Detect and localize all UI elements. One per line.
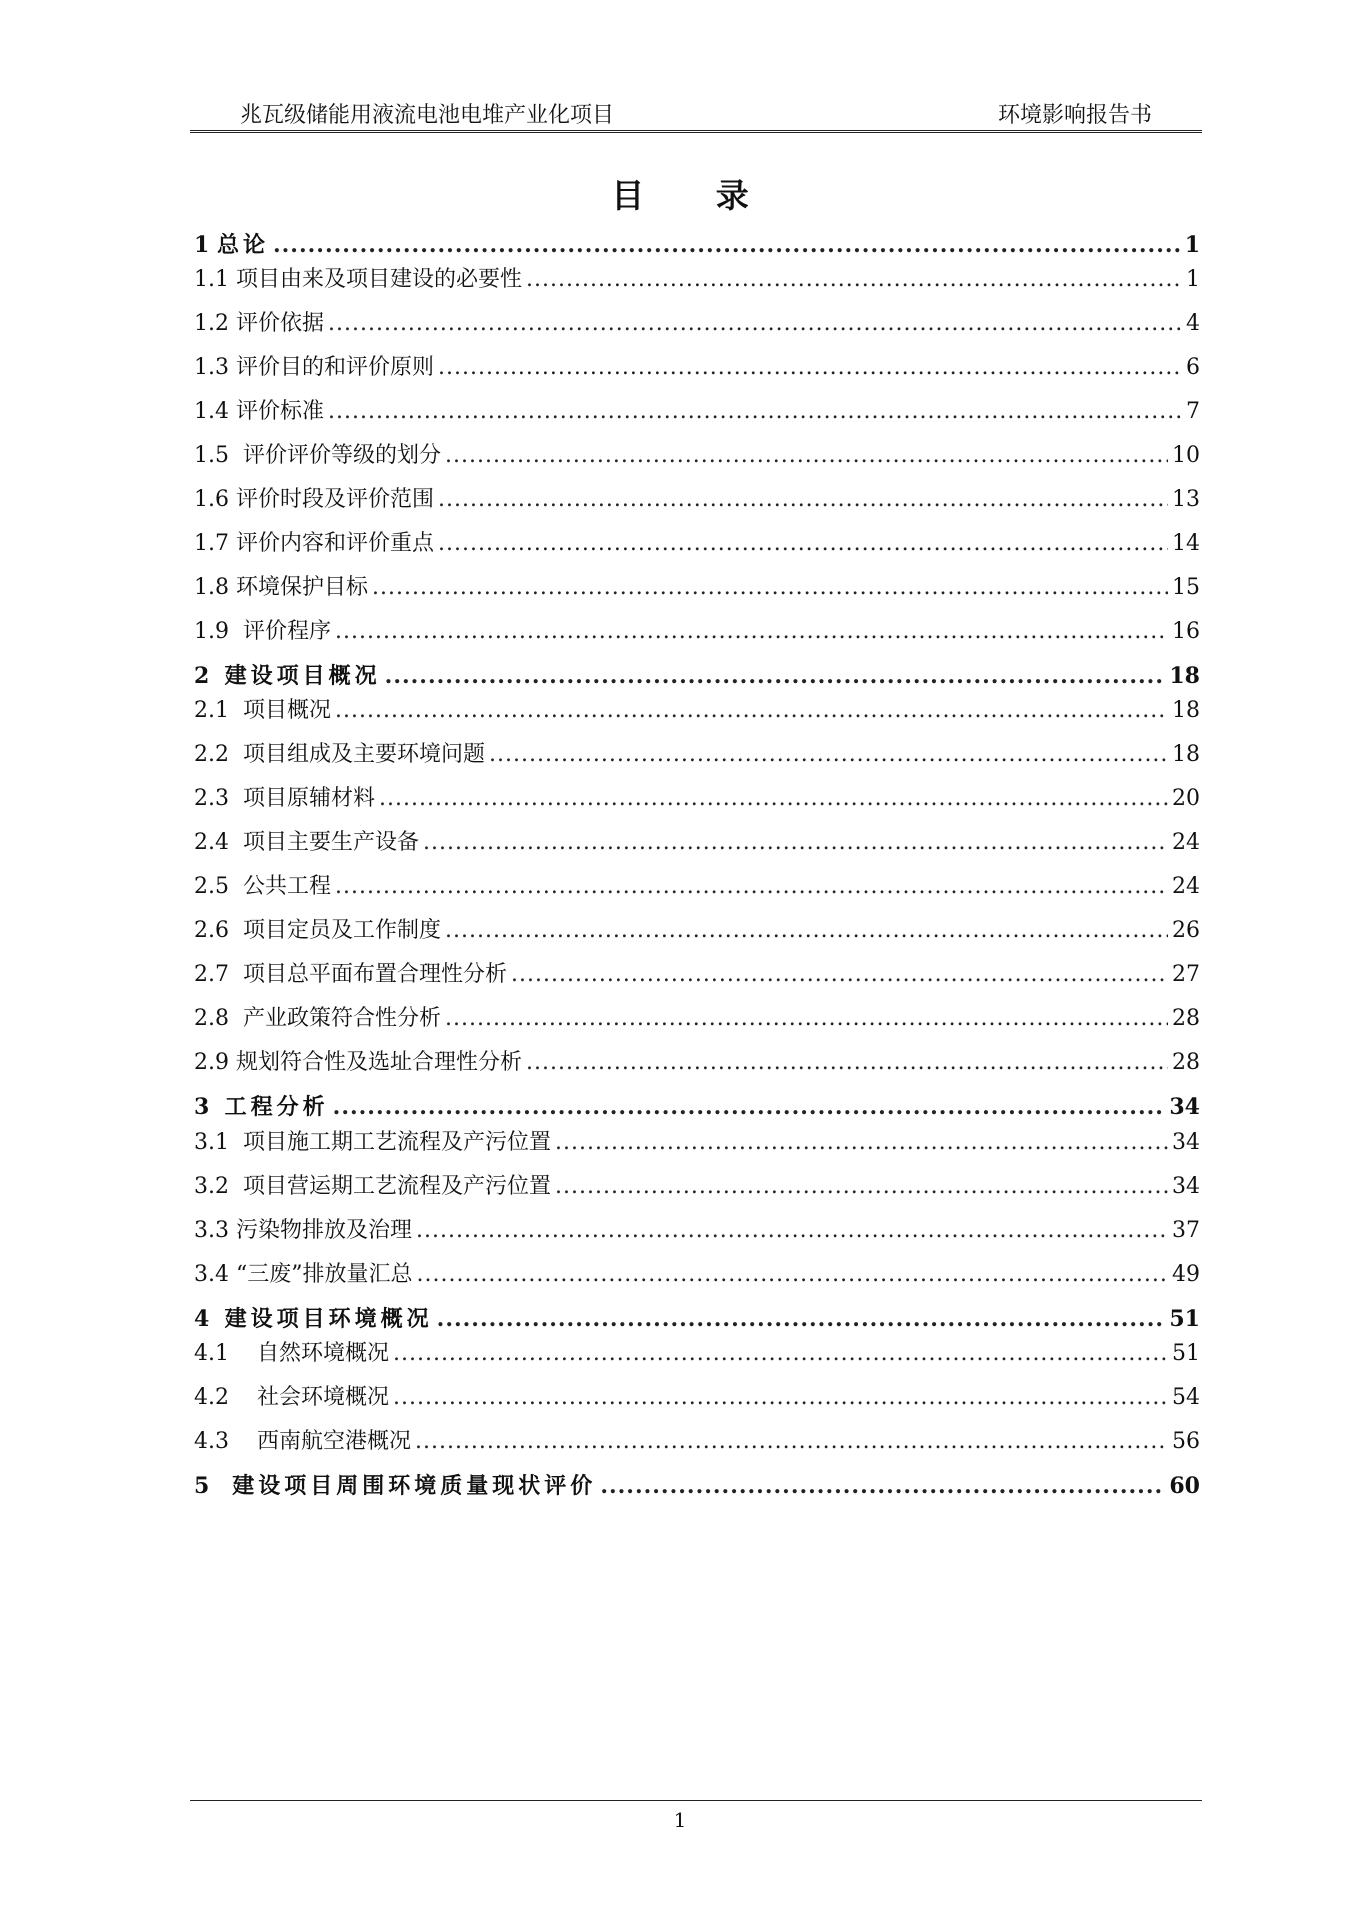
toc-entry-number: 2.9 — [194, 1050, 236, 1075]
toc-section-entry[interactable] — [194, 870, 1200, 904]
toc-entry-label: 公共工程 — [242, 874, 331, 899]
toc-entry-label: 项目组成及主要环境问题 — [242, 742, 485, 767]
toc-entry-label: 自然环境概况 — [256, 1341, 389, 1366]
toc-entry-number: 4.3 — [194, 1429, 257, 1454]
toc-section-entry[interactable] — [194, 527, 1200, 561]
toc-entry-page: 13 — [1172, 487, 1200, 512]
toc-entry-number: 1.1 — [194, 267, 236, 292]
toc-leader-dots — [415, 1425, 1168, 1459]
toc-chapter-entry[interactable] — [194, 228, 1200, 262]
toc-entry-number: 1.8 — [194, 575, 236, 600]
header-document-type: 环境影响报告书 — [997, 103, 1152, 128]
toc-section-entry[interactable] — [194, 483, 1200, 517]
toc-entry-page: 34 — [1172, 1130, 1200, 1155]
toc-entry-label: 产业政策符合性分析 — [242, 1006, 441, 1031]
toc-entry-label: 规划符合性及选址合理性分析 — [235, 1050, 522, 1075]
toc-entry-number: 2.5 — [194, 874, 243, 899]
toc-entry-label: 西南航空港概况 — [256, 1429, 411, 1454]
toc-entry-number: 1.4 — [194, 399, 236, 424]
page-header — [190, 90, 1202, 133]
toc-entry-label: 项目营运期工艺流程及产污位置 — [242, 1174, 551, 1199]
toc-leader-dots — [555, 1170, 1168, 1204]
toc-leader-dots — [555, 1126, 1168, 1160]
toc-entry-page: 26 — [1172, 918, 1200, 943]
toc-entry-page: 16 — [1172, 619, 1200, 644]
toc-section-entry[interactable] — [194, 263, 1200, 297]
toc-section-entry[interactable] — [194, 615, 1200, 649]
toc-entry-number: 4.2 — [194, 1385, 257, 1410]
toc-entry-page: 34 — [1169, 1094, 1200, 1120]
toc-entry-number: 4.1 — [194, 1341, 257, 1366]
toc-section-entry[interactable] — [194, 1214, 1200, 1248]
toc-chapter-entry[interactable] — [194, 1469, 1200, 1503]
toc-leader-dots — [372, 571, 1168, 605]
toc-section-entry[interactable] — [194, 307, 1200, 341]
toc-entry-page: 34 — [1172, 1174, 1200, 1199]
toc-leader-dots — [438, 483, 1168, 517]
toc-leader-dots — [437, 1302, 1166, 1336]
toc-section-entry[interactable] — [194, 826, 1200, 860]
toc-entry-label: 评价内容和评价重点 — [235, 531, 434, 556]
toc-leader-dots — [393, 1337, 1168, 1371]
toc-entry-number: 1.2 — [194, 311, 236, 336]
toc-entry-label: 污染物排放及治理 — [235, 1218, 412, 1243]
toc-entry-page: 4 — [1186, 311, 1200, 336]
toc-entry-number: 5 — [194, 1473, 233, 1499]
toc-entry-page: 51 — [1169, 1306, 1200, 1332]
toc-leader-dots — [526, 263, 1182, 297]
toc-title: 目 录 — [611, 176, 779, 215]
toc-chapter-entry[interactable] — [194, 659, 1200, 693]
toc-leader-dots — [445, 1002, 1168, 1036]
toc-section-entry[interactable] — [194, 1126, 1200, 1160]
toc-entry-number: 4 — [194, 1306, 225, 1332]
toc-chapter-entry[interactable] — [194, 1302, 1200, 1336]
toc-leader-dots — [423, 826, 1168, 860]
toc-entry-label: 项目定员及工作制度 — [242, 918, 441, 943]
toc-entry-label: 环境保护目标 — [235, 575, 368, 600]
toc-leader-dots — [273, 228, 1181, 262]
toc-leader-dots — [328, 307, 1182, 341]
toc-section-entry[interactable] — [194, 1046, 1200, 1080]
toc-entry-page: 24 — [1172, 830, 1200, 855]
toc-section-entry[interactable] — [194, 1381, 1200, 1415]
toc-section-entry[interactable] — [194, 958, 1200, 992]
toc-section-entry[interactable] — [194, 1002, 1200, 1036]
toc-entry-label: 评价标准 — [235, 399, 324, 424]
toc-entry-label: 项目原辅材料 — [242, 786, 375, 811]
toc-entry-number: 3.2 — [194, 1174, 243, 1199]
toc-leader-dots — [511, 958, 1168, 992]
toc-section-entry[interactable] — [194, 914, 1200, 948]
toc-entry-label: 建设项目概况 — [224, 663, 381, 689]
toc-entry-number: 1.6 — [194, 487, 236, 512]
toc-entry-page: 20 — [1172, 786, 1200, 811]
toc-section-entry[interactable] — [194, 571, 1200, 605]
toc-entry-page: 1 — [1186, 267, 1200, 292]
toc-section-entry[interactable] — [194, 1337, 1200, 1371]
toc-entry-number: 2.8 — [194, 1006, 243, 1031]
toc-leader-dots — [600, 1469, 1165, 1503]
toc-entry-label: 工程分析 — [224, 1094, 329, 1120]
toc-entry-label: 评价目的和评价原则 — [235, 355, 434, 380]
toc-leader-dots — [489, 738, 1168, 772]
toc-entry-page: 14 — [1172, 531, 1200, 556]
toc-entry-label: 总论 — [216, 232, 269, 258]
footer-page-number: 1 — [673, 1808, 687, 1832]
toc-entry-label: 项目概况 — [242, 698, 331, 723]
toc-leader-dots — [335, 615, 1168, 649]
toc-entry-number: 1.5 — [194, 443, 243, 468]
toc-leader-dots — [445, 914, 1168, 948]
toc-leader-dots — [328, 395, 1182, 429]
toc-entry-page: 15 — [1172, 575, 1200, 600]
toc-entry-label: 评价时段及评价范围 — [235, 487, 434, 512]
toc-entry-number: 3.4 — [194, 1262, 236, 1287]
toc-section-entry[interactable] — [194, 351, 1200, 385]
toc-entry-number: 2.2 — [194, 742, 243, 767]
toc-entry-label: 评价评价等级的划分 — [242, 443, 441, 468]
toc-entry-number: 3 — [194, 1094, 225, 1120]
toc-entry-number: 1 — [194, 232, 217, 258]
toc-entry-page: 28 — [1172, 1006, 1200, 1031]
toc-entry-number: 3.3 — [194, 1218, 236, 1243]
toc-leader-dots — [416, 1214, 1168, 1248]
toc-entry-label: 评价程序 — [242, 619, 331, 644]
toc-entry-label: 建设项目周围环境质量现状评价 — [232, 1473, 597, 1499]
toc-leader-dots — [333, 1090, 1166, 1124]
toc-entry-label: 评价依据 — [235, 311, 324, 336]
toc-entry-label: 社会环境概况 — [256, 1385, 389, 1410]
toc-entry-page: 49 — [1172, 1262, 1200, 1287]
toc-entry-number: 1.7 — [194, 531, 236, 556]
toc-section-entry[interactable] — [194, 395, 1200, 429]
toc-leader-dots — [438, 351, 1182, 385]
toc-leader-dots — [445, 439, 1168, 473]
toc-entry-page: 51 — [1172, 1341, 1200, 1366]
toc-entry-number: 2 — [194, 663, 225, 689]
toc-leader-dots — [526, 1046, 1168, 1080]
toc-chapter-entry[interactable] — [194, 1090, 1200, 1124]
toc-entry-number: 2.6 — [194, 918, 243, 943]
toc-entry-label: “三废”排放量汇总 — [235, 1262, 413, 1287]
toc-entry-number: 2.1 — [194, 698, 243, 723]
footer-divider — [190, 1800, 1202, 1801]
toc-entry-page: 37 — [1172, 1218, 1200, 1243]
toc-entry-page: 56 — [1172, 1429, 1200, 1454]
toc-leader-dots — [379, 782, 1168, 816]
toc-entry-page: 24 — [1172, 874, 1200, 899]
header-project-title: 兆瓦级储能用液流电池电堆产业化项目 — [240, 103, 615, 128]
toc-entry-number: 1.3 — [194, 355, 236, 380]
toc-entry-number: 2.3 — [194, 786, 243, 811]
toc-entry-label: 项目主要生产设备 — [242, 830, 419, 855]
toc-entry-page: 1 — [1184, 232, 1200, 258]
toc-entry-page: 18 — [1172, 742, 1200, 767]
toc-leader-dots — [416, 1258, 1168, 1292]
toc-section-entry[interactable] — [194, 738, 1200, 772]
toc-entry-page: 6 — [1186, 355, 1200, 380]
toc-entry-page: 18 — [1172, 698, 1200, 723]
toc-section-entry[interactable] — [194, 1425, 1200, 1459]
toc-section-entry[interactable] — [194, 1258, 1200, 1292]
toc-section-entry[interactable] — [194, 439, 1200, 473]
toc-entry-page: 18 — [1169, 663, 1200, 689]
toc-section-entry[interactable] — [194, 694, 1200, 728]
toc-section-entry[interactable] — [194, 782, 1200, 816]
toc-entry-page: 28 — [1172, 1050, 1200, 1075]
toc-leader-dots — [438, 527, 1168, 561]
toc-entry-page: 10 — [1172, 443, 1200, 468]
toc-entry-page: 54 — [1172, 1385, 1200, 1410]
toc-entry-label: 建设项目环境概况 — [224, 1306, 433, 1332]
toc-entry-label: 项目由来及项目建设的必要性 — [235, 267, 522, 292]
toc-entry-number: 3.1 — [194, 1130, 243, 1155]
toc-entry-number: 1.9 — [194, 619, 243, 644]
toc-leader-dots — [335, 694, 1168, 728]
toc-section-entry[interactable] — [194, 1170, 1200, 1204]
toc-entry-page: 7 — [1186, 399, 1200, 424]
toc-entry-number: 2.4 — [194, 830, 243, 855]
toc-entry-number: 2.7 — [194, 962, 243, 987]
toc-leader-dots — [335, 870, 1168, 904]
toc-leader-dots — [393, 1381, 1168, 1415]
toc-entry-label: 项目施工期工艺流程及产污位置 — [242, 1130, 551, 1155]
toc-entry-label: 项目总平面布置合理性分析 — [242, 962, 507, 987]
toc-entry-page: 27 — [1172, 962, 1200, 987]
toc-leader-dots — [385, 659, 1166, 693]
toc-entry-page: 60 — [1169, 1473, 1200, 1499]
